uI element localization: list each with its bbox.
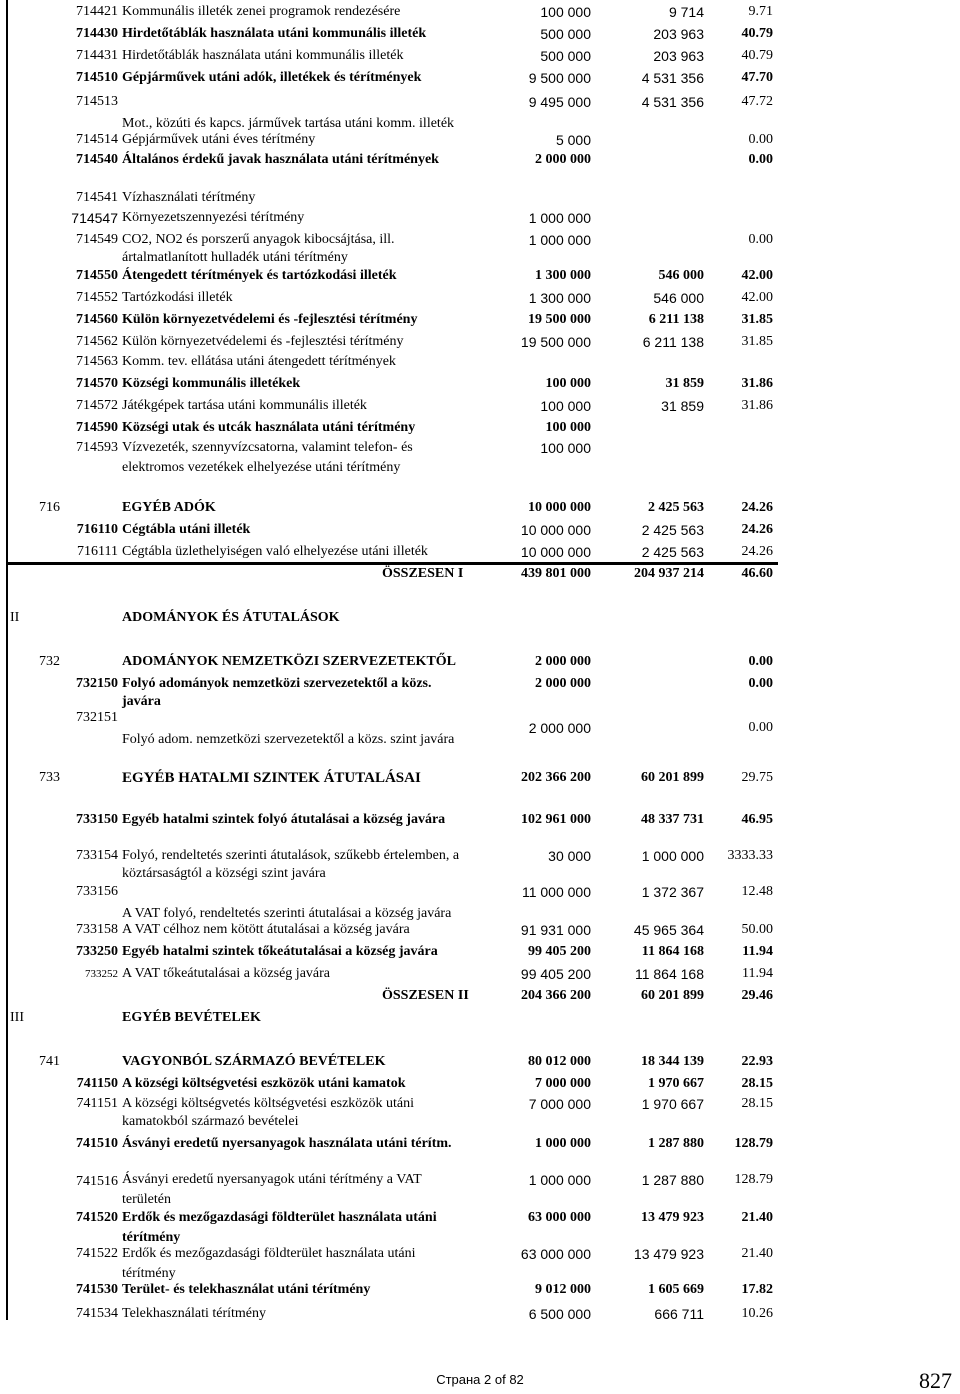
percentage: 31.86 bbox=[741, 398, 773, 413]
percentage: 40.79 bbox=[741, 26, 773, 41]
planned-amount: 1 000 000 bbox=[528, 1172, 591, 1188]
planned-amount: 10 000 000 bbox=[528, 500, 591, 515]
item-description-continued: térítmény bbox=[122, 1266, 176, 1281]
table-row bbox=[0, 1280, 960, 1302]
percentage: 46.60 bbox=[741, 566, 773, 581]
planned-amount: 63 000 000 bbox=[520, 1246, 591, 1262]
realized-amount: 2 425 563 bbox=[641, 544, 704, 560]
planned-amount: 9 012 000 bbox=[535, 1282, 591, 1297]
item-description: Tartózkodási illeték bbox=[122, 290, 233, 305]
realized-amount: 2 425 563 bbox=[648, 500, 704, 515]
planned-amount: 19 500 000 bbox=[520, 334, 591, 350]
planned-amount: 102 961 000 bbox=[521, 812, 591, 827]
percentage: 0.00 bbox=[748, 232, 773, 247]
item-description: Gépjárművek utáni éves térítmény bbox=[122, 132, 316, 147]
percentage: 47.70 bbox=[741, 70, 773, 85]
table-row bbox=[0, 266, 960, 288]
realized-amount: 60 201 899 bbox=[641, 770, 704, 785]
percentage: 21.40 bbox=[741, 1210, 773, 1225]
realized-amount: 11 864 168 bbox=[634, 966, 704, 982]
table-row bbox=[0, 310, 960, 332]
account-code: 714550 bbox=[76, 268, 118, 283]
account-code: 741530 bbox=[76, 1282, 118, 1297]
item-description-continued: A VAT folyó, rendeltetés szerinti átutalásai a község javára bbox=[122, 906, 452, 921]
item-description: Külön környezetvédelemi és -fejlesztési térítmény bbox=[122, 312, 418, 327]
account-code: 716111 bbox=[77, 544, 118, 559]
item-description: EGYÉB HATALMI SZINTEK ÁTUTALÁSAI bbox=[122, 770, 421, 786]
item-description: Telekhasználati térítmény bbox=[122, 1306, 267, 1321]
table-row bbox=[0, 46, 960, 68]
account-code: II bbox=[10, 610, 20, 625]
realized-amount: 18 344 139 bbox=[641, 1054, 704, 1069]
account-code: 714431 bbox=[76, 48, 118, 63]
percentage: 47.72 bbox=[741, 94, 773, 109]
item-description: CO2, NO2 és porszerű anyagok kibocsájtása, ill. bbox=[122, 232, 395, 247]
item-description: Kommunális illeték zenei programok rendezésére bbox=[122, 4, 401, 19]
group-row bbox=[0, 498, 960, 520]
realized-amount: 1 970 667 bbox=[641, 1096, 704, 1112]
item-description: Hirdetőtáblák használata utáni kommunális illeték bbox=[122, 48, 404, 63]
planned-amount: 1 000 000 bbox=[528, 210, 591, 226]
realized-amount: 546 000 bbox=[653, 290, 704, 306]
account-code: 714560 bbox=[76, 312, 118, 327]
realized-amount: 2 425 563 bbox=[641, 522, 704, 538]
planned-amount: 30 000 bbox=[548, 848, 591, 864]
realized-amount: 45 965 364 bbox=[633, 922, 704, 938]
planned-amount: 202 366 200 bbox=[521, 770, 591, 785]
table-row bbox=[0, 1244, 960, 1281]
account-code: 714570 bbox=[76, 376, 118, 391]
percentage: 24.26 bbox=[741, 500, 773, 515]
item-description: ADOMÁNYOK NEMZETKÖZI SZERVEZETEKTŐL bbox=[122, 654, 457, 669]
account-code: 714421 bbox=[76, 4, 118, 19]
item-description: Terület- és telekhasználat utáni térítmény bbox=[122, 1282, 371, 1297]
account-code: 714563 bbox=[76, 354, 118, 369]
table-row bbox=[0, 542, 960, 564]
account-code: 741522 bbox=[76, 1246, 118, 1261]
section-row bbox=[0, 608, 960, 630]
account-code: 716 bbox=[39, 500, 60, 515]
account-code: 714562 bbox=[76, 334, 118, 349]
item-description: Egyéb hatalmi szintek folyó átutalásai a község javára bbox=[122, 812, 446, 827]
planned-amount: 2 000 000 bbox=[535, 654, 591, 669]
item-description: A VAT célhoz nem kötött átutalásai a község javára bbox=[122, 922, 410, 937]
planned-amount: 2 000 000 bbox=[535, 676, 591, 691]
account-code: 714510 bbox=[76, 70, 118, 85]
percentage: 31.86 bbox=[741, 376, 773, 391]
percentage: 0.00 bbox=[748, 676, 773, 691]
item-description: Ásványi eredetű nyersanyagok használata utáni térítm. bbox=[122, 1136, 452, 1151]
planned-amount: 1 300 000 bbox=[528, 290, 591, 306]
account-code: 714547 bbox=[71, 210, 118, 226]
account-code: 714514 bbox=[76, 132, 118, 147]
item-description: Községi utak és utcák használata utáni térítmény bbox=[122, 420, 416, 435]
planned-amount: 7 000 000 bbox=[535, 1076, 591, 1091]
item-description: Folyó, rendeltetés szerinti átutalások, szűkebb értelemben, a bbox=[122, 848, 460, 863]
account-code: 732151 bbox=[76, 710, 118, 725]
account-code: 733154 bbox=[76, 848, 118, 863]
percentage: 128.79 bbox=[734, 1172, 773, 1187]
table-row bbox=[0, 92, 960, 131]
planned-amount: 1 000 000 bbox=[528, 232, 591, 248]
table-row bbox=[0, 942, 960, 964]
percentage: 42.00 bbox=[741, 290, 773, 305]
realized-amount: 4 531 356 bbox=[641, 70, 704, 86]
percentage: 46.95 bbox=[741, 812, 773, 827]
account-code: 741534 bbox=[76, 1306, 118, 1321]
item-description: Hirdetőtáblák használata utáni kommunális illeték bbox=[122, 26, 427, 41]
realized-amount: 6 211 138 bbox=[648, 312, 704, 327]
group-row bbox=[0, 652, 960, 674]
table-row bbox=[0, 438, 960, 475]
realized-amount: 9 714 bbox=[668, 4, 704, 20]
item-description: Egyéb hatalmi szintek tőkeátutalásai a község javára bbox=[122, 944, 438, 959]
realized-amount: 1 287 880 bbox=[641, 1172, 704, 1188]
percentage: 11.94 bbox=[742, 944, 773, 959]
table-row bbox=[0, 188, 960, 210]
planned-amount: 7 000 000 bbox=[528, 1096, 591, 1112]
account-code: 714593 bbox=[76, 440, 118, 455]
table-row bbox=[0, 230, 960, 265]
item-description-continued: kamatokból származó bevételei bbox=[122, 1114, 299, 1129]
percentage: 40.79 bbox=[741, 48, 773, 63]
item-description: Környezetszennyezési térítmény bbox=[122, 210, 305, 225]
percentage: 31.85 bbox=[741, 312, 773, 327]
table-row bbox=[0, 352, 960, 374]
planned-amount: 11 000 000 bbox=[521, 884, 591, 900]
table-row bbox=[0, 1094, 960, 1129]
planned-amount: 99 405 200 bbox=[520, 966, 591, 982]
table-row bbox=[0, 846, 960, 881]
table-row bbox=[0, 1208, 960, 1245]
realized-amount: 31 859 bbox=[661, 398, 704, 414]
item-description-continued: javára bbox=[122, 694, 161, 709]
account-code: 733252 bbox=[85, 968, 118, 980]
percentage: 22.93 bbox=[741, 1054, 773, 1069]
percentage: 31.85 bbox=[741, 334, 773, 349]
item-description: EGYÉB BEVÉTELEK bbox=[122, 1010, 261, 1025]
percentage: 50.00 bbox=[741, 922, 773, 937]
planned-amount: 2 000 000 bbox=[535, 152, 591, 167]
planned-amount: 10 000 000 bbox=[520, 544, 591, 560]
table-row bbox=[0, 520, 960, 542]
realized-amount: 11 864 168 bbox=[641, 944, 704, 959]
account-code: 741150 bbox=[76, 1076, 118, 1091]
percentage: 3333.33 bbox=[727, 848, 773, 863]
planned-amount: 500 000 bbox=[540, 48, 591, 64]
account-code: 741516 bbox=[76, 1174, 118, 1189]
table-row bbox=[0, 418, 960, 440]
item-description: Ásványi eredetű nyersanyagok utáni térítmény a VAT bbox=[122, 1172, 422, 1187]
planned-amount: 500 000 bbox=[540, 26, 591, 42]
account-code: 733250 bbox=[76, 944, 118, 959]
account-code: 714541 bbox=[76, 190, 118, 205]
realized-amount: 1 372 367 bbox=[641, 884, 704, 900]
table-row bbox=[0, 674, 960, 709]
planned-amount: 2 000 000 bbox=[528, 720, 591, 736]
account-code: 716110 bbox=[76, 522, 118, 537]
percentage: 0.00 bbox=[748, 720, 773, 735]
percentage: 21.40 bbox=[741, 1246, 773, 1261]
planned-amount: 9 495 000 bbox=[528, 94, 591, 110]
item-description: ADOMÁNYOK ÉS ÁTUTALÁSOK bbox=[122, 610, 340, 625]
total-row bbox=[0, 564, 960, 586]
total-label: ÖSSZESEN II bbox=[382, 988, 469, 1003]
account-code: III bbox=[10, 1010, 24, 1025]
planned-amount: 19 500 000 bbox=[528, 312, 591, 327]
percentage: 28.15 bbox=[741, 1076, 773, 1091]
table-row bbox=[0, 1170, 960, 1207]
planned-amount: 439 801 000 bbox=[521, 566, 591, 581]
item-description: A községi költségvetési eszközök utáni kamatok bbox=[122, 1076, 406, 1091]
account-code: 714590 bbox=[76, 420, 118, 435]
account-code: 733 bbox=[39, 770, 60, 785]
percentage: 24.26 bbox=[741, 522, 773, 537]
section-row bbox=[0, 1008, 960, 1030]
percentage: 24.26 bbox=[741, 544, 773, 559]
planned-amount: 100 000 bbox=[545, 420, 591, 435]
planned-amount: 10 000 000 bbox=[520, 522, 591, 538]
table-row bbox=[0, 68, 960, 90]
planned-amount: 80 012 000 bbox=[528, 1054, 591, 1069]
table-row bbox=[0, 708, 960, 747]
planned-amount: 5 000 bbox=[555, 132, 591, 148]
page-footer: Страна 2 of 82 bbox=[436, 1372, 524, 1387]
percentage: 0.00 bbox=[748, 654, 773, 669]
percentage: 11.94 bbox=[742, 966, 773, 981]
realized-amount: 203 963 bbox=[653, 48, 704, 64]
total-row bbox=[0, 986, 960, 1008]
percentage: 9.71 bbox=[748, 4, 773, 19]
account-code: 733156 bbox=[76, 884, 118, 899]
account-code: 733150 bbox=[76, 812, 118, 827]
item-description: Külön környezetvédelemi és -fejlesztési térítmény bbox=[122, 334, 404, 349]
account-code: 714513 bbox=[76, 94, 118, 109]
realized-amount: 13 479 923 bbox=[633, 1246, 704, 1262]
account-code: 714572 bbox=[76, 398, 118, 413]
item-description: A községi költségvetés költségvetési eszközök utáni bbox=[122, 1096, 414, 1111]
percentage: 17.82 bbox=[741, 1282, 773, 1297]
table-row bbox=[0, 920, 960, 942]
realized-amount: 666 711 bbox=[654, 1306, 704, 1322]
realized-amount: 546 000 bbox=[658, 268, 704, 283]
table-row bbox=[0, 810, 960, 832]
total-label: ÖSSZESEN I bbox=[382, 566, 464, 581]
item-description: Erdők és mezőgazdasági földterület használata utáni bbox=[122, 1210, 437, 1225]
item-description-continued: köztársaságtól a községi szint javára bbox=[122, 866, 326, 881]
group-row bbox=[0, 1052, 960, 1074]
account-code: 714549 bbox=[76, 232, 118, 247]
item-description-continued: Folyó adom. nemzetközi szervezetektől a közs. szint javára bbox=[122, 732, 455, 747]
planned-amount: 99 405 200 bbox=[528, 944, 591, 959]
page-number: 827 bbox=[919, 1368, 952, 1393]
item-description: Vízvezeték, szennyvízcsatorna, valamint telefon- és bbox=[122, 440, 413, 455]
item-description: Vízhasználati térítmény bbox=[122, 190, 256, 205]
account-code: 741 bbox=[39, 1054, 60, 1069]
table-row bbox=[0, 964, 960, 986]
realized-amount: 203 963 bbox=[653, 26, 704, 42]
realized-amount: 1 000 000 bbox=[641, 848, 704, 864]
account-code: 714430 bbox=[76, 26, 118, 41]
percentage: 10.26 bbox=[741, 1306, 773, 1321]
total-separator-line bbox=[8, 562, 778, 565]
realized-amount: 1 287 880 bbox=[648, 1136, 704, 1151]
planned-amount: 1 000 000 bbox=[535, 1136, 591, 1151]
account-code: 733158 bbox=[76, 922, 118, 937]
item-description: Komm. tev. ellátása utáni átengedett térítmények bbox=[122, 354, 396, 369]
realized-amount: 1 605 669 bbox=[648, 1282, 704, 1297]
item-description: VAGYONBÓL SZÁRMAZÓ BEVÉTELEK bbox=[122, 1054, 386, 1069]
percentage: 0.00 bbox=[748, 152, 773, 167]
planned-amount: 100 000 bbox=[540, 4, 591, 20]
item-description: Cégtábla üzlethelyiségen való elhelyezése utáni illeték bbox=[122, 544, 428, 559]
item-description-continued: területén bbox=[122, 1192, 171, 1207]
table-row bbox=[0, 1304, 960, 1326]
percentage: 42.00 bbox=[741, 268, 773, 283]
planned-amount: 9 500 000 bbox=[528, 70, 591, 86]
realized-amount: 60 201 899 bbox=[641, 988, 704, 1003]
table-row bbox=[0, 332, 960, 354]
item-description-continued: Mot., közúti és kapcs. járművek tartása utáni komm. illeték bbox=[122, 116, 455, 131]
percentage: 29.75 bbox=[741, 770, 773, 785]
table-row bbox=[0, 1134, 960, 1156]
table-row bbox=[0, 1074, 960, 1096]
item-description-continued: ártalmatlanított hulladék utáni térítmény bbox=[122, 250, 348, 265]
item-description: Községi kommunális illetékek bbox=[122, 376, 301, 391]
table-row bbox=[0, 396, 960, 418]
item-description: Játékgépek tartása utáni kommunális illeték bbox=[122, 398, 367, 413]
percentage: 0.00 bbox=[748, 132, 773, 147]
item-description-continued: elektromos vezetékek elhelyezése utáni térítmény bbox=[122, 460, 401, 475]
realized-amount: 13 479 923 bbox=[641, 1210, 704, 1225]
item-description: Átengedett térítmények és tartózkodási illeték bbox=[122, 268, 397, 283]
group-row bbox=[0, 768, 960, 790]
realized-amount: 204 937 214 bbox=[634, 566, 704, 581]
realized-amount: 6 211 138 bbox=[642, 334, 704, 350]
realized-amount: 1 970 667 bbox=[648, 1076, 704, 1091]
account-code: 714540 bbox=[76, 152, 118, 167]
percentage: 29.46 bbox=[741, 988, 773, 1003]
account-code: 714552 bbox=[76, 290, 118, 305]
percentage: 128.79 bbox=[734, 1136, 773, 1151]
table-row bbox=[0, 288, 960, 310]
table-row bbox=[0, 130, 960, 152]
table-row bbox=[0, 2, 960, 24]
planned-amount: 100 000 bbox=[540, 440, 591, 456]
item-description: Általános érdekű javak használata utáni térítmények bbox=[122, 152, 439, 167]
account-code: 741520 bbox=[76, 1210, 118, 1225]
table-row bbox=[0, 24, 960, 46]
table-row bbox=[0, 150, 960, 172]
realized-amount: 4 531 356 bbox=[641, 94, 704, 110]
item-description: Folyó adományok nemzetközi szervezetektől a közs. bbox=[122, 676, 432, 691]
realized-amount: 48 337 731 bbox=[641, 812, 704, 827]
item-description: Cégtábla utáni illeték bbox=[122, 522, 251, 537]
account-code: 741151 bbox=[76, 1096, 118, 1111]
table-row bbox=[0, 208, 960, 230]
percentage: 12.48 bbox=[741, 884, 773, 899]
percentage: 28.15 bbox=[741, 1096, 773, 1111]
item-description: Erdők és mezőgazdasági földterület használata utáni bbox=[122, 1246, 416, 1261]
account-code: 741510 bbox=[76, 1136, 118, 1151]
account-code: 732150 bbox=[76, 676, 118, 691]
table-row bbox=[0, 374, 960, 396]
planned-amount: 6 500 000 bbox=[528, 1306, 591, 1322]
planned-amount: 204 366 200 bbox=[521, 988, 591, 1003]
realized-amount: 31 859 bbox=[665, 376, 704, 391]
account-code: 732 bbox=[39, 654, 60, 669]
item-description: Gépjárművek utáni adók, illetékek és térítmények bbox=[122, 70, 422, 85]
item-description: EGYÉB ADÓK bbox=[122, 500, 216, 515]
planned-amount: 91 931 000 bbox=[520, 922, 591, 938]
planned-amount: 1 300 000 bbox=[535, 268, 591, 283]
item-description-continued: térítmény bbox=[122, 1230, 181, 1245]
planned-amount: 63 000 000 bbox=[528, 1210, 591, 1225]
planned-amount: 100 000 bbox=[545, 376, 591, 391]
table-row bbox=[0, 882, 960, 921]
item-description: A VAT tőkeátutalásai a község javára bbox=[122, 966, 330, 981]
planned-amount: 100 000 bbox=[540, 398, 591, 414]
